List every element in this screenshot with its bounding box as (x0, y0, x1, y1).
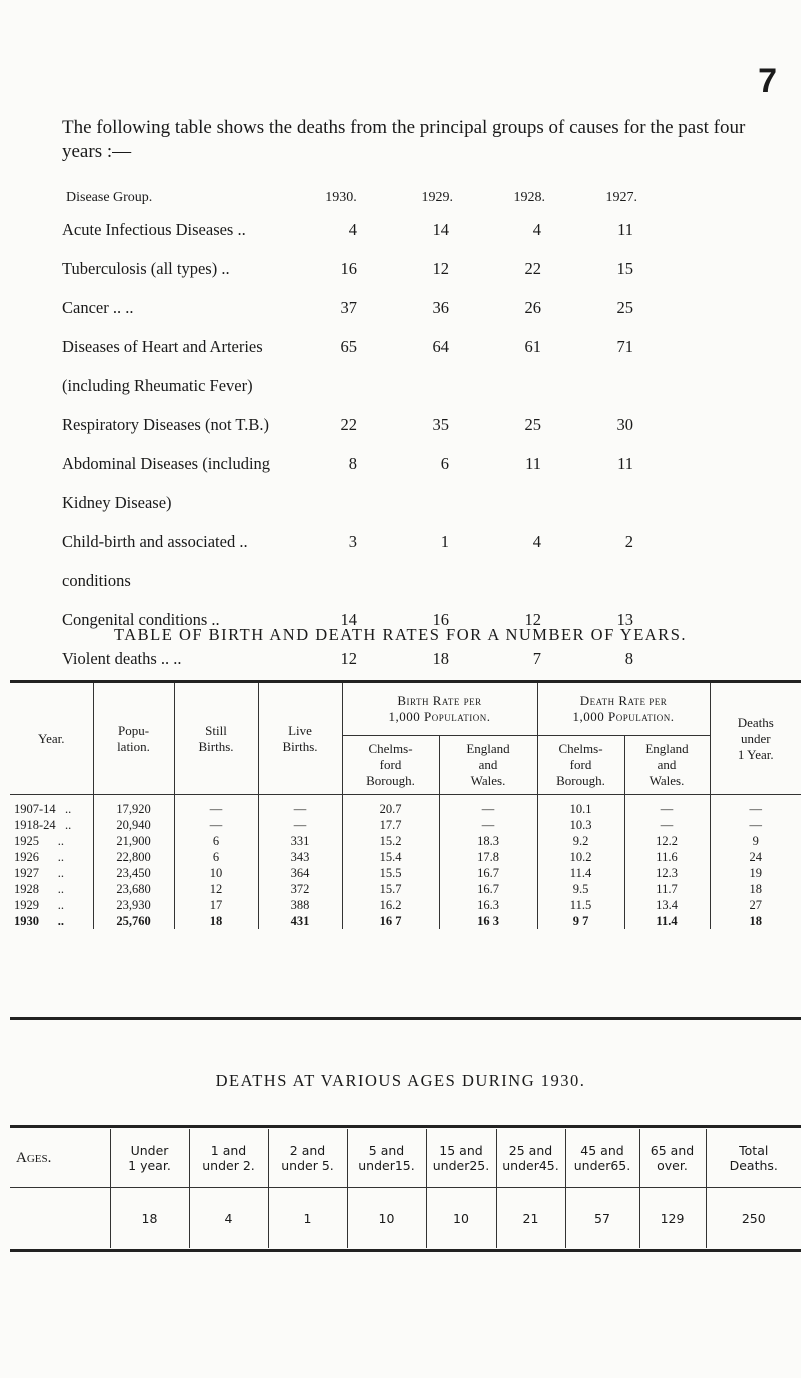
year-header: 1929. (421, 190, 453, 205)
age-group-deaths: 129 (639, 1188, 706, 1249)
header-line: over. (657, 1158, 688, 1173)
causes-header (62, 190, 712, 206)
cause-name-line: (including Rheumatic Fever) (62, 376, 253, 395)
population-cell: 25,760 (93, 913, 174, 929)
still-births-cell: — (174, 795, 258, 818)
birth-rate-england-cell: 16.7 (439, 881, 537, 897)
birth-rate-chelmsford-cell: 16 7 (342, 913, 439, 929)
header-line: and (478, 757, 498, 772)
cause-value: 4 (532, 532, 541, 551)
header-line: Deaths. (729, 1158, 778, 1173)
age-group-header (496, 1129, 565, 1188)
birth-rate-chelmsford-cell: 15.5 (342, 865, 439, 881)
age-group-deaths: 4 (189, 1188, 268, 1249)
death-chelmsford-col-header (537, 736, 624, 795)
death-rate-england-cell: 11.6 (624, 849, 710, 865)
cause-name-line: Cancer .. .. (62, 298, 134, 317)
header-line: Borough. (366, 773, 415, 788)
year-cell: 1907-14 .. (10, 795, 93, 818)
deaths-under-1-cell: 19 (710, 865, 801, 881)
live-births-cell: 388 (258, 897, 342, 913)
cause-value: 15 (616, 259, 633, 278)
cause-value: 25 (524, 415, 541, 434)
cause-row (62, 298, 712, 317)
year-header: 1928. (513, 190, 545, 205)
population-cell: 23,450 (93, 865, 174, 881)
header-line: Borough. (556, 773, 605, 788)
cause-row (62, 649, 712, 668)
cause-row (62, 259, 712, 278)
year-col-header: Year. (10, 683, 93, 795)
header-line: Births. (282, 738, 318, 754)
cause-name (62, 415, 317, 434)
cause-name-line: conditions (62, 571, 131, 590)
deaths-under-1-cell: 18 (710, 913, 801, 929)
age-group-header (706, 1129, 801, 1188)
cause-row (62, 337, 712, 395)
cause-name (62, 220, 317, 239)
cause-name-line: Abdominal Diseases (including (62, 454, 271, 473)
birth-rate-england-cell: 16 3 (439, 913, 537, 929)
cause-value: 22 (340, 415, 357, 434)
birth-england-col-header (439, 736, 537, 795)
year-header: 1927. (605, 190, 637, 205)
header-line: Wales. (649, 773, 685, 788)
cause-name (62, 259, 317, 278)
header-line: ford (569, 757, 592, 772)
death-rate-chelmsford-cell: 9.5 (537, 881, 624, 897)
cause-value: 7 (532, 649, 541, 668)
header-line: under65. (573, 1158, 631, 1173)
age-group-deaths: 1 (268, 1188, 347, 1249)
cause-value: 36 (432, 298, 449, 317)
cause-value: 4 (532, 220, 541, 239)
header-line: Under (130, 1143, 169, 1158)
year-cell: 1918-24 .. (10, 817, 93, 833)
live-births-cell: 343 (258, 849, 342, 865)
age-group-header (639, 1129, 706, 1188)
year-cell: 1927 .. (10, 865, 93, 881)
header-line: England (466, 741, 510, 756)
death-rate-england-cell: — (624, 817, 710, 833)
header-line: under (740, 730, 771, 746)
birth-rate-england-cell: 17.8 (439, 849, 537, 865)
header-line: lation. (117, 738, 150, 754)
population-cell: 21,900 (93, 833, 174, 849)
ages-label-spacer (10, 1188, 110, 1249)
cause-value: 11 (617, 454, 633, 473)
cause-value: 65 (340, 337, 357, 356)
header-line: 65 and (650, 1143, 695, 1158)
header-line: 15 and (439, 1143, 483, 1158)
cause-row (62, 532, 712, 590)
year-cell: 1925 .. (10, 833, 93, 849)
death-rate-chelmsford-cell: 10.1 (537, 795, 624, 818)
rates-body (10, 795, 801, 930)
cause-value: 1 (440, 532, 449, 551)
age-group-deaths: 57 (565, 1188, 639, 1249)
deaths-under-1-cell: — (710, 795, 801, 818)
birth-rate-england-cell: 18.3 (439, 833, 537, 849)
cause-value: 8 (624, 649, 633, 668)
header-line: Death Rate per (579, 693, 668, 708)
rates-row (10, 881, 801, 897)
header-line: Births. (198, 738, 234, 754)
live-births-col-header (258, 683, 342, 795)
cause-value: 25 (616, 298, 633, 317)
ages-table-title: DEATHS AT VARIOUS AGES DURING 1930. (215, 1071, 586, 1090)
deaths-under-1-cell: 24 (710, 849, 801, 865)
cause-name-line: Child-birth and associated .. (62, 532, 248, 551)
cause-value: 61 (524, 337, 541, 356)
header-line: 45 and (580, 1143, 624, 1158)
cause-value: 3 (348, 532, 357, 551)
header-line: under25. (432, 1158, 490, 1173)
cause-value: 2 (624, 532, 633, 551)
rates-row (10, 865, 801, 881)
birth-rate-group-header (342, 683, 537, 736)
cause-name-line: Violent deaths .. .. (62, 649, 182, 668)
death-england-col-header (624, 736, 710, 795)
header-line: England (645, 741, 689, 756)
birth-rate-chelmsford-cell: 20.7 (342, 795, 439, 818)
cause-value: 22 (524, 259, 541, 278)
deaths-under-1-cell: 27 (710, 897, 801, 913)
header-line: under45. (502, 1158, 559, 1173)
cause-value: 14 (340, 610, 357, 629)
deaths-under-1-col-header (710, 683, 801, 795)
age-group-deaths: 250 (706, 1188, 801, 1249)
deaths-under-1-cell: 18 (710, 881, 801, 897)
cause-value: 37 (340, 298, 357, 317)
ages-bottom-rule (10, 1249, 801, 1252)
cause-value: 13 (616, 610, 633, 629)
header-line: 2 and (289, 1143, 326, 1158)
deaths-under-1-cell: — (710, 817, 801, 833)
age-group-deaths: 10 (426, 1188, 496, 1249)
causes-rows (62, 220, 712, 668)
ages-values-row (10, 1188, 801, 1249)
birth-rate-england-cell: — (439, 817, 537, 833)
death-rate-england-cell: 11.7 (624, 881, 710, 897)
rates-row (10, 833, 801, 849)
page-number: 7 (758, 62, 777, 100)
death-rate-england-cell: 12.3 (624, 865, 710, 881)
cause-value: 6 (440, 454, 449, 473)
birth-rate-england-cell: 16.7 (439, 865, 537, 881)
still-births-col-header (174, 683, 258, 795)
cause-name-line: Acute Infectious Diseases .. (62, 220, 246, 239)
cause-value: 16 (432, 610, 449, 629)
cause-value: 14 (432, 220, 449, 239)
population-cell: 22,800 (93, 849, 174, 865)
ages-top-rule (10, 1125, 801, 1128)
age-group-header (347, 1129, 426, 1188)
header-line: 1 and (210, 1143, 247, 1158)
header-line: 5 and (368, 1143, 405, 1158)
still-births-cell: — (174, 817, 258, 833)
still-births-cell: 17 (174, 897, 258, 913)
header-line: under 5. (281, 1158, 334, 1173)
year-cell: 1929 .. (10, 897, 93, 913)
cause-value: 35 (432, 415, 449, 434)
header-line: under 2. (202, 1158, 255, 1173)
header-line: Birth Rate per (397, 693, 482, 708)
header-line: 1,000 Population. (572, 709, 675, 724)
population-cell: 17,920 (93, 795, 174, 818)
cause-value: 18 (432, 649, 449, 668)
rates-row (10, 817, 801, 833)
birth-rate-chelmsford-cell: 16.2 (342, 897, 439, 913)
age-group-header (426, 1129, 496, 1188)
rates-row (10, 849, 801, 865)
death-rate-chelmsford-cell: 10.3 (537, 817, 624, 833)
cause-name-line: Congenital conditions .. (62, 610, 220, 629)
rates-table (10, 683, 801, 929)
disease-group-header: Disease Group. (66, 190, 153, 205)
header-line: and (657, 757, 677, 772)
death-rate-chelmsford-cell: 11.4 (537, 865, 624, 881)
year-cell: 1930 .. (10, 913, 93, 929)
cause-value: 11 (525, 454, 541, 473)
population-cell: 23,930 (93, 897, 174, 913)
cause-name-line: Tuberculosis (all types) .. (62, 259, 230, 278)
header-line: Chelms- (368, 741, 413, 756)
rates-row (10, 897, 801, 913)
cause-name-line: Kidney Disease) (62, 493, 172, 512)
age-group-header (189, 1129, 268, 1188)
still-births-cell: 18 (174, 913, 258, 929)
birth-chelmsford-col-header (342, 736, 439, 795)
rates-bottom-rule (10, 1017, 801, 1020)
death-rate-england-cell: 13.4 (624, 897, 710, 913)
cause-name (62, 649, 317, 668)
header-line: Live (288, 722, 312, 738)
birth-rate-england-cell: — (439, 795, 537, 818)
causes-table (62, 190, 712, 688)
cause-value: 12 (524, 610, 541, 629)
death-rate-england-cell: 12.2 (624, 833, 710, 849)
death-rate-chelmsford-cell: 11.5 (537, 897, 624, 913)
rates-row (10, 913, 801, 929)
death-rate-group-header (537, 683, 710, 736)
population-cell: 20,940 (93, 817, 174, 833)
cause-value: 11 (617, 220, 633, 239)
cause-row (62, 415, 712, 434)
birth-rate-chelmsford-cell: 17.7 (342, 817, 439, 833)
death-rate-england-cell: — (624, 795, 710, 818)
year-header: 1930. (325, 190, 357, 205)
cause-name-line: Respiratory Diseases (not T.B.) (62, 415, 269, 434)
header-line: Popu- (117, 722, 150, 738)
live-births-cell: — (258, 795, 342, 818)
still-births-cell: 6 (174, 833, 258, 849)
still-births-cell: 10 (174, 865, 258, 881)
header-line: 25 and (508, 1143, 553, 1158)
cause-value: 12 (340, 649, 357, 668)
live-births-cell: 372 (258, 881, 342, 897)
birth-rate-chelmsford-cell: 15.2 (342, 833, 439, 849)
live-births-cell: 331 (258, 833, 342, 849)
header-line: Chelms- (558, 741, 603, 756)
age-group-deaths: 10 (347, 1188, 426, 1249)
birth-rate-england-cell: 16.3 (439, 897, 537, 913)
death-rate-chelmsford-cell: 9 7 (537, 913, 624, 929)
cause-name (62, 454, 317, 512)
ages-header-row (10, 1129, 801, 1188)
death-rate-chelmsford-cell: 10.2 (537, 849, 624, 865)
header-line: Deaths (737, 714, 774, 730)
header-line: under15. (358, 1158, 415, 1173)
cause-value: 16 (340, 259, 357, 278)
population-col-header (93, 683, 174, 795)
header-line: Still (205, 722, 227, 738)
age-group-header (268, 1129, 347, 1188)
cause-name (62, 337, 317, 395)
year-cell: 1928 .. (10, 881, 93, 897)
header-line: 1 year. (128, 1158, 171, 1173)
still-births-cell: 6 (174, 849, 258, 865)
cause-name (62, 298, 317, 317)
header-line: Wales. (470, 773, 506, 788)
header-line: ford (379, 757, 402, 772)
cause-row (62, 454, 712, 512)
rates-table-title: TABLE OF BIRTH AND DEATH RATES FOR A NUMBER OF YEARS. (113, 625, 687, 644)
cause-value: 71 (616, 337, 633, 356)
cause-name-line: Diseases of Heart and Arteries (62, 337, 263, 356)
population-cell: 23,680 (93, 881, 174, 897)
birth-rate-chelmsford-cell: 15.7 (342, 881, 439, 897)
age-group-header (565, 1129, 639, 1188)
cause-value: 4 (348, 220, 357, 239)
header-line: 1,000 Population. (388, 709, 491, 724)
cause-row (62, 220, 712, 239)
rates-row (10, 795, 801, 818)
header-line: 1 Year. (737, 746, 774, 762)
live-births-cell: 364 (258, 865, 342, 881)
cause-value: 26 (524, 298, 541, 317)
age-group-deaths: 21 (496, 1188, 565, 1249)
intro-paragraph: The following table shows the deaths from the principal groups of causes for the past four years :— (62, 117, 746, 162)
age-group-deaths: 18 (110, 1188, 189, 1249)
cause-value: 12 (432, 259, 449, 278)
header-line: Total (739, 1143, 769, 1158)
ages-table (10, 1129, 801, 1248)
death-rate-chelmsford-cell: 9.2 (537, 833, 624, 849)
live-births-cell: 431 (258, 913, 342, 929)
birth-rate-chelmsford-cell: 15.4 (342, 849, 439, 865)
cause-value: 30 (616, 415, 633, 434)
ages-label: Ages. (16, 1149, 52, 1166)
cause-value: 8 (348, 454, 357, 473)
age-group-header (110, 1129, 189, 1188)
still-births-cell: 12 (174, 881, 258, 897)
cause-name (62, 532, 317, 590)
deaths-under-1-cell: 9 (710, 833, 801, 849)
cause-value: 64 (432, 337, 449, 356)
death-rate-england-cell: 11.4 (624, 913, 710, 929)
year-cell: 1926 .. (10, 849, 93, 865)
live-births-cell: — (258, 817, 342, 833)
